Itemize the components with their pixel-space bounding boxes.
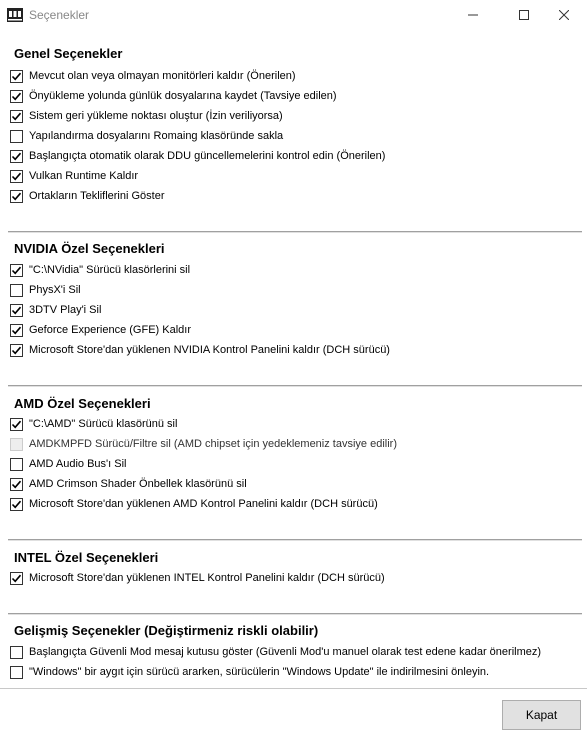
window-title: Seçenekler xyxy=(29,8,90,22)
checkmark-icon xyxy=(11,345,22,356)
option-label: "Windows" bir aygıt için sürücü ararken, sürücülerin "Windows Update" ile indirilmesini önleyin. xyxy=(29,666,490,678)
checkbox[interactable] xyxy=(10,572,23,585)
section-divider xyxy=(8,385,582,387)
option-remove-amd-dch-panel[interactable] xyxy=(10,495,378,513)
checkmark-icon xyxy=(11,419,22,430)
option-label: AMD Crimson Shader Önbellek klasörünü sil xyxy=(29,478,247,490)
section-title-nvidia: NVIDIA Özel Seçenekleri xyxy=(14,241,165,256)
checkbox[interactable] xyxy=(10,110,23,123)
option-label: Microsoft Store'dan yüklenen NVIDIA Kontrol Panelini kaldır (DCH sürücü) xyxy=(29,344,390,356)
option-label: 3DTV Play'i Sil xyxy=(29,304,102,316)
section-divider xyxy=(8,613,582,615)
option-label: Sistem geri yükleme noktası oluştur (İzin veriliyorsa) xyxy=(29,110,283,122)
checkbox[interactable] xyxy=(10,304,23,317)
checkmark-icon xyxy=(11,265,22,276)
option-remove-gfe[interactable] xyxy=(10,321,191,339)
checkbox[interactable] xyxy=(10,344,23,357)
checkmark-icon xyxy=(11,171,22,182)
checkbox[interactable] xyxy=(10,90,23,103)
minimize-icon xyxy=(468,10,478,20)
option-label: "C:\AMD" Sürücü klasörünü sil xyxy=(29,418,178,430)
checkbox[interactable] xyxy=(10,190,23,203)
option-delete-amd-folder[interactable] xyxy=(10,415,177,433)
option-label: Başlangıçta otomatik olarak DDU güncellemelerini kontrol edin (Önerilen) xyxy=(29,150,386,162)
option-remove-vulkan[interactable] xyxy=(10,167,138,185)
section-title-intel: INTEL Özel Seçenekleri xyxy=(14,550,159,565)
option-show-offers[interactable] xyxy=(10,187,165,205)
option-label: AMD Audio Bus'ı Sil xyxy=(29,458,127,470)
section-title-general: Genel Seçenekler xyxy=(14,46,123,61)
minimize-button[interactable] xyxy=(450,0,496,30)
checkmark-icon xyxy=(11,71,22,82)
close-window-button[interactable] xyxy=(541,0,587,30)
option-save-logs[interactable] xyxy=(10,87,337,105)
option-label: Yapılandırma dosyalarını Romaing klasöründe sakla xyxy=(29,130,284,142)
option-label: "C:\NVidia" Sürücü klasörlerini sil xyxy=(29,264,191,276)
option-remove-nvidia-dch-panel[interactable] xyxy=(10,341,390,359)
close-button[interactable]: Kapat xyxy=(502,700,581,730)
section-title-advanced: Gelişmiş Seçenekler (Değiştirmeniz riskli olabilir) xyxy=(14,623,319,638)
option-label: Microsoft Store'dan yüklenen INTEL Kontrol Panelini kaldır (DCH sürücü) xyxy=(29,572,385,584)
option-delete-physx[interactable] xyxy=(10,281,81,299)
option-label: Vulkan Runtime Kaldır xyxy=(29,170,139,182)
section-title-amd: AMD Özel Seçenekleri xyxy=(14,396,151,411)
checkbox[interactable] xyxy=(10,498,23,511)
checkmark-icon xyxy=(11,573,22,584)
title-bar[interactable] xyxy=(0,0,587,30)
checkbox[interactable] xyxy=(10,646,23,659)
option-delete-shader-cache[interactable] xyxy=(10,475,247,493)
checkmark-icon xyxy=(11,499,22,510)
option-remove-intel-dch-panel[interactable] xyxy=(10,569,385,587)
checkmark-icon xyxy=(11,91,22,102)
checkbox[interactable] xyxy=(10,170,23,183)
option-delete-amd-audio-bus[interactable] xyxy=(10,455,126,473)
checkbox[interactable] xyxy=(10,130,23,143)
checkmark-icon xyxy=(11,191,22,202)
option-remove-monitors[interactable] xyxy=(10,67,296,85)
checkbox[interactable] xyxy=(10,324,23,337)
option-label: Ortakların Tekliflerini Göster xyxy=(29,190,165,202)
option-label: Önyükleme yolunda günlük dosyalarına kaydet (Tavsiye edilen) xyxy=(29,90,337,102)
section-divider xyxy=(8,231,582,233)
option-label: PhysX'i Sil xyxy=(29,284,81,296)
option-delete-3dtv[interactable] xyxy=(10,301,101,319)
checkmark-icon xyxy=(11,111,22,122)
checkbox[interactable] xyxy=(10,70,23,83)
checkbox[interactable] xyxy=(10,284,23,297)
checkmark-icon xyxy=(11,325,22,336)
checkbox[interactable] xyxy=(10,150,23,163)
ddu-app-icon xyxy=(7,8,23,22)
checkmark-icon xyxy=(11,305,22,316)
checkmark-icon xyxy=(11,151,22,162)
checkbox[interactable] xyxy=(10,478,23,491)
checkbox[interactable] xyxy=(10,264,23,277)
close-icon xyxy=(559,10,569,20)
checkbox[interactable] xyxy=(10,438,23,451)
option-safe-mode-msgbox[interactable] xyxy=(10,643,541,661)
footer-divider xyxy=(0,688,587,689)
option-label: Başlangıçta Güvenli Mod mesaj kutusu göster (Güvenli Mod'u manuel olarak test edene kadar önerilmez) xyxy=(29,646,542,658)
option-label: Microsoft Store'dan yüklenen AMD Kontrol Panelini kaldır (DCH sürücü) xyxy=(29,498,378,510)
maximize-icon xyxy=(519,10,529,20)
checkmark-icon xyxy=(11,479,22,490)
option-check-updates[interactable] xyxy=(10,147,385,165)
section-divider xyxy=(8,539,582,541)
option-delete-nvidia-folder[interactable] xyxy=(10,261,190,279)
option-prevent-windows-update[interactable] xyxy=(10,663,489,681)
option-label: Geforce Experience (GFE) Kaldır xyxy=(29,324,192,336)
checkbox[interactable] xyxy=(10,458,23,471)
option-label: Mevcut olan veya olmayan monitörleri kaldır (Önerilen) xyxy=(29,70,296,82)
option-delete-amdkmpfd[interactable] xyxy=(10,435,397,453)
option-roaming-config[interactable] xyxy=(10,127,283,145)
checkbox[interactable] xyxy=(10,418,23,431)
option-restore-point[interactable] xyxy=(10,107,283,125)
checkbox[interactable] xyxy=(10,666,23,679)
option-label: AMDKMPFD Sürücü/Filtre sil (AMD chipset için yedeklemeniz tavsiye edilir) xyxy=(29,438,397,450)
